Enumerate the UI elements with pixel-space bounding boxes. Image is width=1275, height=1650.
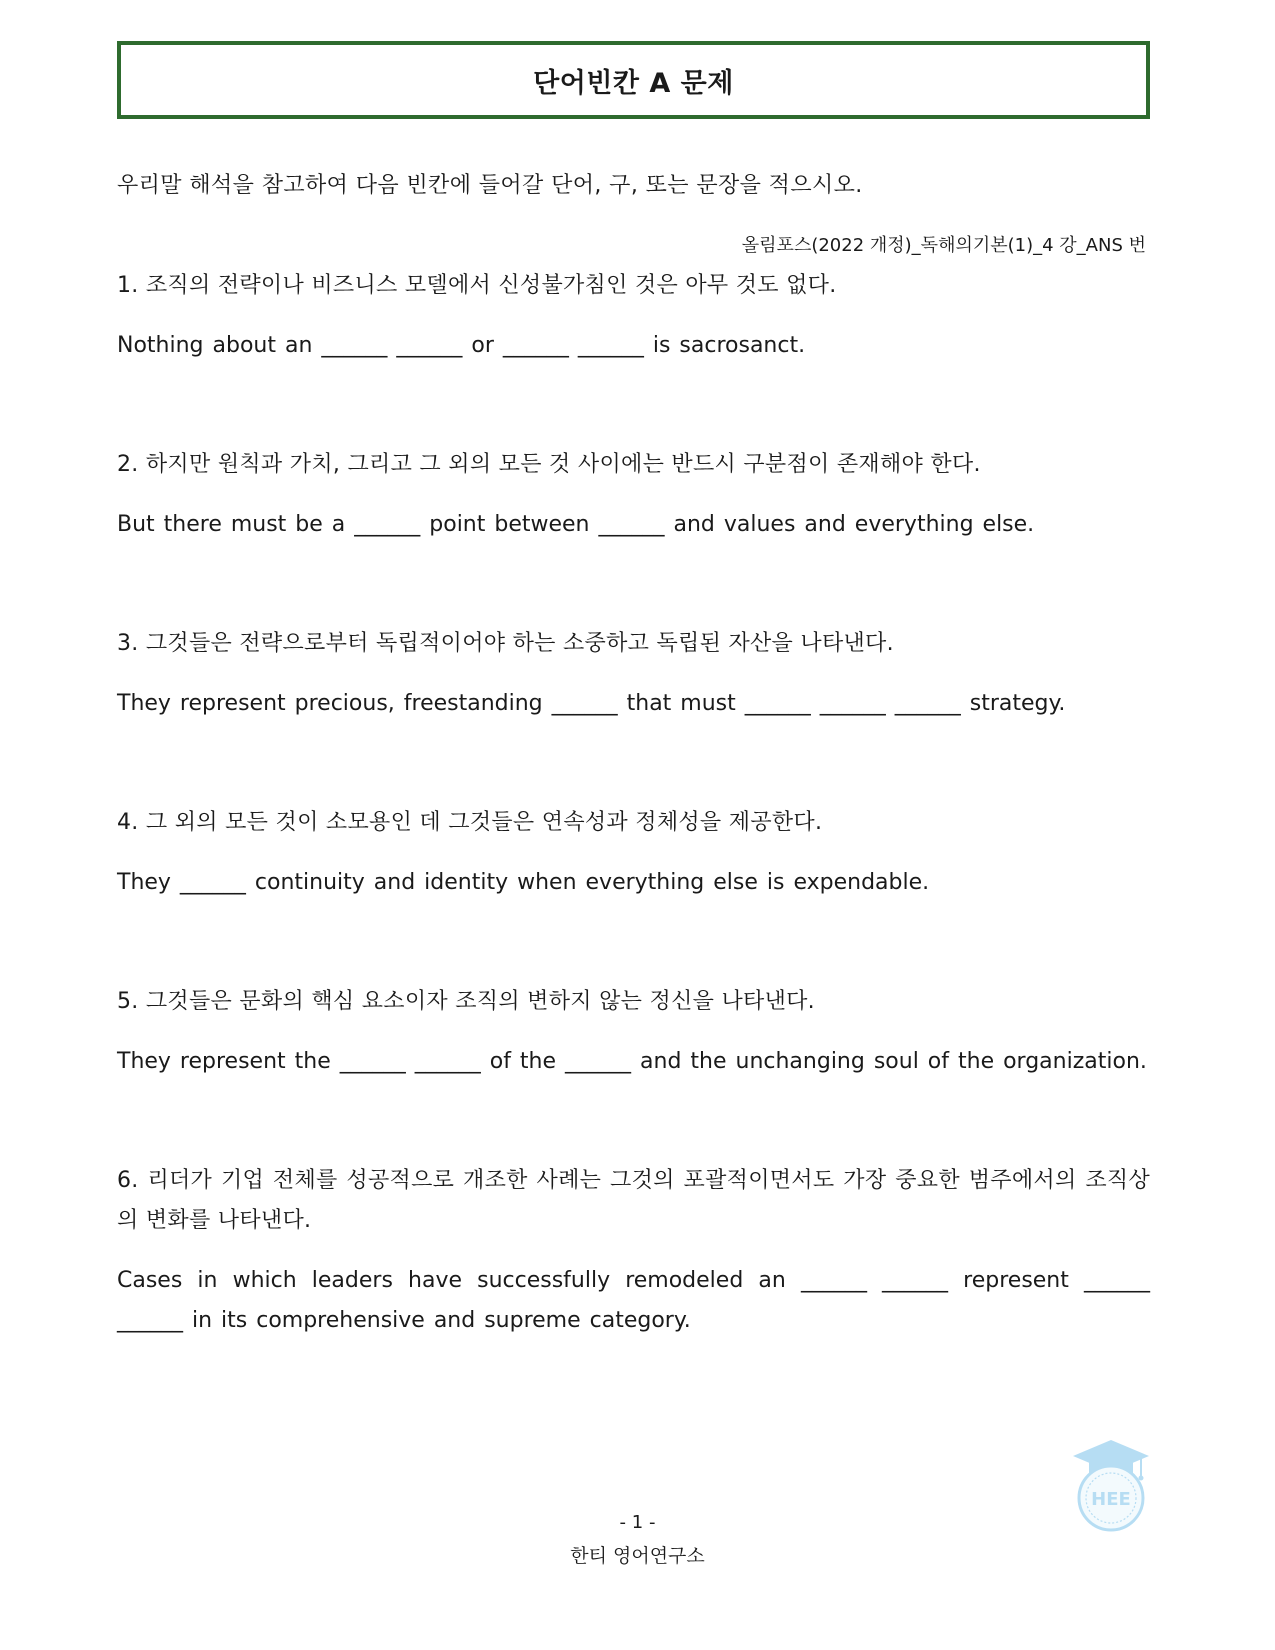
- source-label: 올림포스(2022 개정)_독해의기본(1)_4 강_ANS 번: [741, 235, 1146, 256]
- title-box: [117, 41, 1150, 119]
- question-6: [117, 1161, 1150, 1341]
- question-english: They ______ continuity and identity when everything else is expendable.: [117, 870, 930, 895]
- question-4: [117, 803, 1150, 903]
- instruction-text: 우리말 해석을 참고하여 다음 빈칸에 들어갈 단어, 구, 또는 문장을 적으시오.: [117, 173, 863, 198]
- question-english: Nothing about an ______ ______ or ______ ______ is sacrosanct.: [117, 333, 806, 358]
- question-korean: 3. 그것들은 전략으로부터 독립적이어야 하는 소중하고 독립된 자산을 나타낸다.: [117, 631, 894, 656]
- footer-organization: 한티 영어연구소: [570, 1545, 705, 1567]
- question-3: [117, 624, 1150, 724]
- question-english: But there must be a ______ point between ______ and values and everything else.: [117, 512, 1035, 537]
- question-korean: 6. 리더가 기업 전체를 성공적으로 개조한 사례는 그것의 포괄적이면서도 가장 중요한 범주에서의 조직상의 변화를 나타낸다.: [117, 1168, 1150, 1233]
- question-korean: 5. 그것들은 문화의 핵심 요소이자 조직의 변하지 않는 정신을 나타낸다.: [117, 989, 815, 1014]
- question-2: [117, 445, 1150, 545]
- question-english: Cases in which leaders have successfully remodeled an ______ ______ represent ______ ______ in its comprehensive and supreme category.: [117, 1268, 1150, 1333]
- question-korean: 4. 그 외의 모든 것이 소모용인 데 그것들은 연속성과 정체성을 제공한다.: [117, 810, 823, 835]
- hee-logo: [1069, 1438, 1153, 1534]
- question-korean: 2. 하지만 원칙과 가치, 그리고 그 외의 모든 것 사이에는 반드시 구분점이 존재해야 한다.: [117, 452, 981, 477]
- graduation-cap-icon: [1069, 1438, 1153, 1534]
- question-1: [117, 266, 1150, 366]
- question-english: They represent precious, freestanding ______ that must ______ ______ ______ strategy.: [117, 691, 1066, 716]
- page-number: - 1 -: [619, 1512, 656, 1533]
- logo-text: HEE: [1091, 1489, 1131, 1510]
- question-english: They represent the ______ ______ of the ______ and the unchanging soul of the organization.: [117, 1049, 1147, 1074]
- question-korean: 1. 조직의 전략이나 비즈니스 모델에서 신성불가침인 것은 아무 것도 없다.: [117, 273, 837, 298]
- page-title: 단어빈칸 A 문제: [533, 67, 734, 99]
- question-5: [117, 982, 1150, 1082]
